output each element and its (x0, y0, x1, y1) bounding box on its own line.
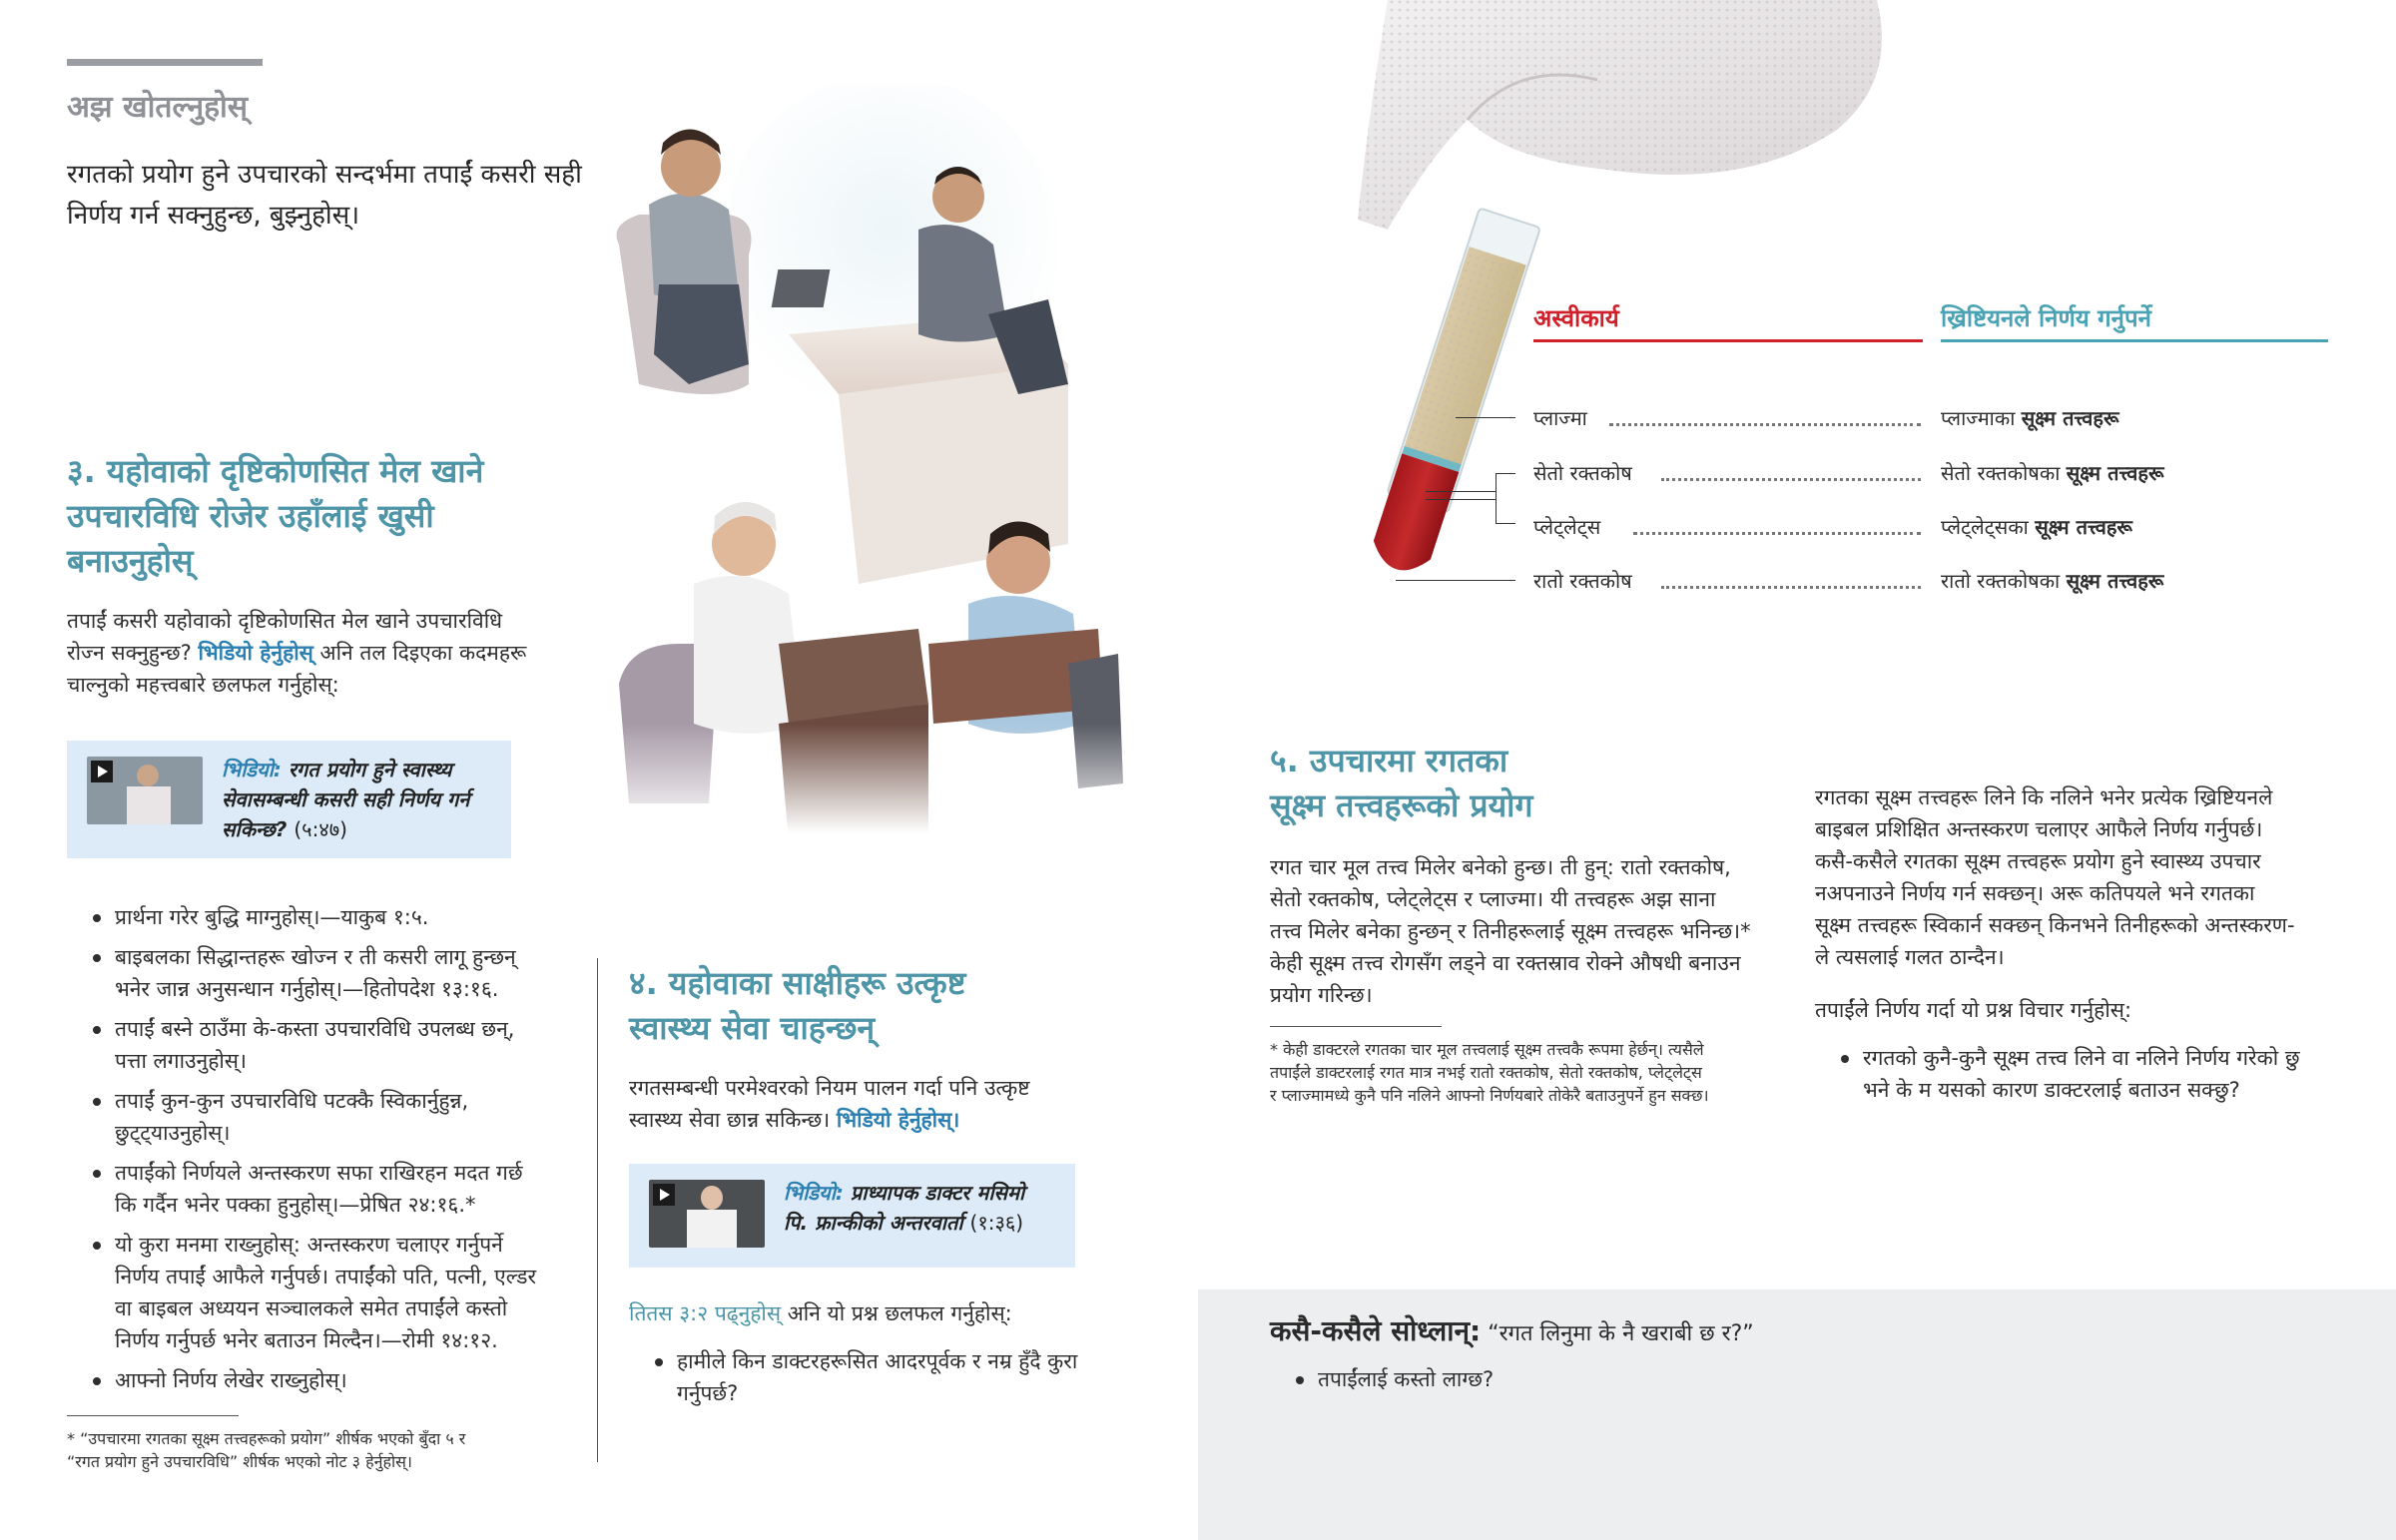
component-platelets: प्लेट्लेट्स (1533, 515, 1601, 539)
leader-line (1496, 523, 1515, 524)
leader-line (1456, 417, 1515, 418)
dot-leader (1661, 586, 1921, 589)
list-item: प्रार्थना गरेर बुद्धि माग्नुहोस्।—याकुब १:५. (67, 901, 586, 933)
section-label: अझ खोतल्नुहोस् (67, 90, 249, 125)
fraction-white-cells: सेतो रक्तकोषका सूक्ष्म तत्त्वहरू (1941, 461, 2164, 485)
section5-right-paragraph: रगतका सूक्ष्म तत्त्वहरू लिने कि नलिने भनेर प्रत्येक ख्रिष्टियनले बाइबल प्रशिक्षित अन्तस्करण चलाएर आफैले निर्णय गर्नुपर्छ। कसै-कसैले रगतका सूक्ष्म तत्त्वहरू प्रयोग हुने स्वास्थ्य उपचार नअपनाउने निर्णय गर्न सक्छन्। अरू कतिपयले भने रगतका सूक्ष्म तत्त्वहरू स्विकार्न सक्छन् किनभने तिनीहरूको अन्तस्करण- ले त्यसलाई गलत ठान्दैन। (1815, 785, 2295, 969)
leader-line (1426, 499, 1496, 500)
header-underline-teal (1941, 339, 2328, 342)
list-item: बाइबलका सिद्धान्तहरू खोज्न र ती कसरी लागू हुन्छन् भनेर जान्न अनुसन्धान गर्नुहोस्।—हितोपदेश १३:१६. (67, 941, 586, 1005)
section5-footnote: * केही डाक्टरले रगतका चार मूल तत्त्वलाई सूक्ष्म तत्त्वकै रूपमा हेर्छन्। त्यसैले तपाईंले डाक्टरलाई रगत मात्र नभई रातो रक्तकोष, सेतो रक्तकोष, प्लेट्लेट्स र प्लाज्मामध्ये कुनै पनि नलिने आफ्नो निर्णयबारे तोकेरै बताउनुपर्ने हुन सक्छ। (1270, 1040, 1709, 1105)
fraction-platelets: प्लेट्लेट्सका सूक्ष्म तत्त्वहरू (1941, 515, 2132, 539)
component-plasma: प्लाज्मा (1533, 406, 1587, 430)
list-item: रगतको कुनै-कुनै सूक्ष्म तत्त्व लिने वा नलिने निर्णय गरेको छु भने के म यसको कारण डाक्टरलाई बताउन सक्छु? (1815, 1042, 2374, 1106)
footnote: * “उपचारमा रगतका सूक्ष्म तत्त्वहरूको प्रयोग” शीर्षक भएको बुँदा ५ र “रगत प्रयोग हुने उपचारविधि” शीर्षक भएको नोट ३ हेर्नुहोस्। (67, 1429, 466, 1471)
section5-heading: ५. उपचारमा रगतका सूक्ष्म तत्त्वहरूको प्रयोग (1270, 742, 1533, 824)
header-underline-red (1533, 339, 1923, 342)
leader-line (1496, 473, 1515, 474)
leader-bracket (1496, 473, 1497, 523)
video-box-interview[interactable] (629, 1164, 1075, 1268)
list-item: तपाईं कुन-कुन उपचारविधि पटक्कै स्विकार्नुहुन्न, छुट्ट्याउनुहोस्। (67, 1085, 586, 1149)
dot-leader (1609, 423, 1921, 426)
some-ask-questions (1270, 1363, 1869, 1403)
play-icon[interactable] (653, 1184, 675, 1206)
component-red-cells: रातो रक्तकोष (1533, 569, 1632, 593)
video-box-decisions[interactable] (67, 741, 511, 858)
list-item: तपाईंको निर्णयले अन्तस्करण सफा राखिरहन मदत गर्छ कि गर्दैन भनेर पक्का हुनुहोस्।—प्रेषित २४:१६.* (67, 1157, 586, 1221)
read-instruction: तितस ३:२ पढ्नुहोस् अनि यो प्रश्न छलफल गर्नुहोस्: (629, 1301, 1012, 1325)
read-scripture-link[interactable]: तितस ३:२ पढ्नुहोस् (629, 1301, 782, 1325)
section4-questions (629, 1345, 1148, 1417)
column-header-christian-decision: ख्रिष्टियनले निर्णय गर्नुपर्ने (1941, 304, 2151, 332)
fraction-red-cells: रातो रक्तकोषका सूक्ष्म तत्त्वहरू (1941, 569, 2164, 593)
list-item: तपाईंलाई कस्तो लाग्छ? (1270, 1363, 1869, 1395)
component-white-cells: सेतो रक्तकोष (1533, 461, 1632, 485)
video-thumbnail[interactable] (87, 757, 203, 824)
dot-leader (1633, 532, 1921, 535)
footnote-rule (1270, 1026, 1442, 1027)
consultation-illustration (599, 85, 1173, 833)
section5-paragraph: रगत चार मूल तत्त्व मिलेर बनेको हुन्छ। ती हुन्: रातो रक्तकोष, सेतो रक्तकोष, प्लेट्लेट्स र प्लाज्मा। यी तत्त्वहरू अझ साना तत्त्व मिलेर बनेका हुन्छन् र तिनीहरूलाई सूक्ष्म तत्त्वहरू भनिन्छ।* केही सूक्ष्म तत्त्व रोगसँग लड्ने वा रक्तस्राव रोक्ने औषधी बनाउन प्रयोग गरिन्छ। (1270, 855, 1751, 1007)
watch-video-link[interactable]: भिडियो हेर्नुहोस् (198, 641, 313, 665)
list-item: तपाईं बस्ने ठाउँमा के-कस्ता उपचारविधि उपलब्ध छन्, पत्ता लगाउनुहोस्। (67, 1013, 586, 1077)
video-caption: भिडियो: प्राध्यापक डाक्टर मसिमो पि. फ्रान्कीको अन्तरवार्ता (१:३६) (784, 1181, 1025, 1235)
section5-questions (1815, 1042, 2374, 1114)
section4-heading: ४. यहोवाका साक्षीहरू उत्कृष्ट स्वास्थ्य सेवा चाहन्छन् (629, 964, 966, 1047)
column-header-unacceptable: अस्वीकार्य (1533, 304, 1619, 332)
leader-line (1396, 580, 1515, 581)
list-item: आफ्नो निर्णय लेखेर राख्नुहोस्। (67, 1364, 586, 1396)
section4-paragraph: रगतसम्बन्धी परमेश्वरको नियम पालन गर्दा पनि उत्कृष्ट स्वास्थ्य सेवा छान्न सकिन्छ। भिडियो हेर्नुहोस्। (629, 1076, 1030, 1132)
section3-paragraph: तपाईं कसरी यहोवाको दृष्टिकोणसित मेल खाने उपचारविधि रोज्न सक्नुहुन्छ? भिडियो हेर्नुहोस् अनि तल दिइएका कदमहरू चाल्नुको महत्त्वबारे छलफल गर्नुहोस्: (67, 609, 527, 697)
consider-line: तपाईंले निर्णय गर्दा यो प्रश्न विचार गर्नुहोस्: (1815, 998, 2132, 1022)
footnote-rule (67, 1415, 239, 1416)
steps-list (67, 901, 586, 1404)
leader-line (1426, 491, 1496, 492)
intro-text: रगतको प्रयोग हुने उपचारको सन्दर्भमा तपाईं कसरी सही निर्णय गर्न सक्नुहुन्छ, बुझ्नुहोस्। (67, 160, 582, 231)
play-icon[interactable] (91, 761, 113, 782)
watch-video-link[interactable]: भिडियो हेर्नुहोस्। (836, 1108, 960, 1132)
dot-leader (1661, 478, 1921, 481)
video-caption: भिडियो: रगत प्रयोग हुने स्वास्थ्य सेवासम्बन्धी कसरी सही निर्णय गर्न सकिन्छ? (५:४७) (222, 758, 470, 841)
column-divider (597, 958, 598, 1462)
list-item: हामीले किन डाक्टरहरूसित आदरपूर्वक र नम्र हुँदै कुरा गर्नुपर्छ? (629, 1345, 1148, 1409)
fraction-plasma: प्लाज्माका सूक्ष्म तत्त्वहरू (1941, 406, 2119, 430)
some-ask-line: कसै-कसैले सोध्लान्: “रगत लिनुमा के नै खराबी छ र?” (1270, 1314, 1754, 1347)
top-rule (67, 59, 263, 66)
video-thumbnail[interactable] (649, 1180, 765, 1248)
section3-heading: ३. यहोवाको दृष्टिकोणसित मेल खाने उपचारविधि रोजेर उहाँलाई खुसी बनाउनुहोस् (67, 452, 484, 580)
list-item: यो कुरा मनमा राख्नुहोस्: अन्तस्करण चलाएर गर्नुपर्ने निर्णय तपाईं आफैले गर्नुपर्छ। तपाईंको पति, पत्नी, एल्डर वा बाइबल अध्ययन सञ्चालकले समेत तपाईंले कस्तो निर्णय गर्नुपर्छ भनेर बताउन मिल्दैन।—रोमी १४:१२. (67, 1229, 586, 1356)
